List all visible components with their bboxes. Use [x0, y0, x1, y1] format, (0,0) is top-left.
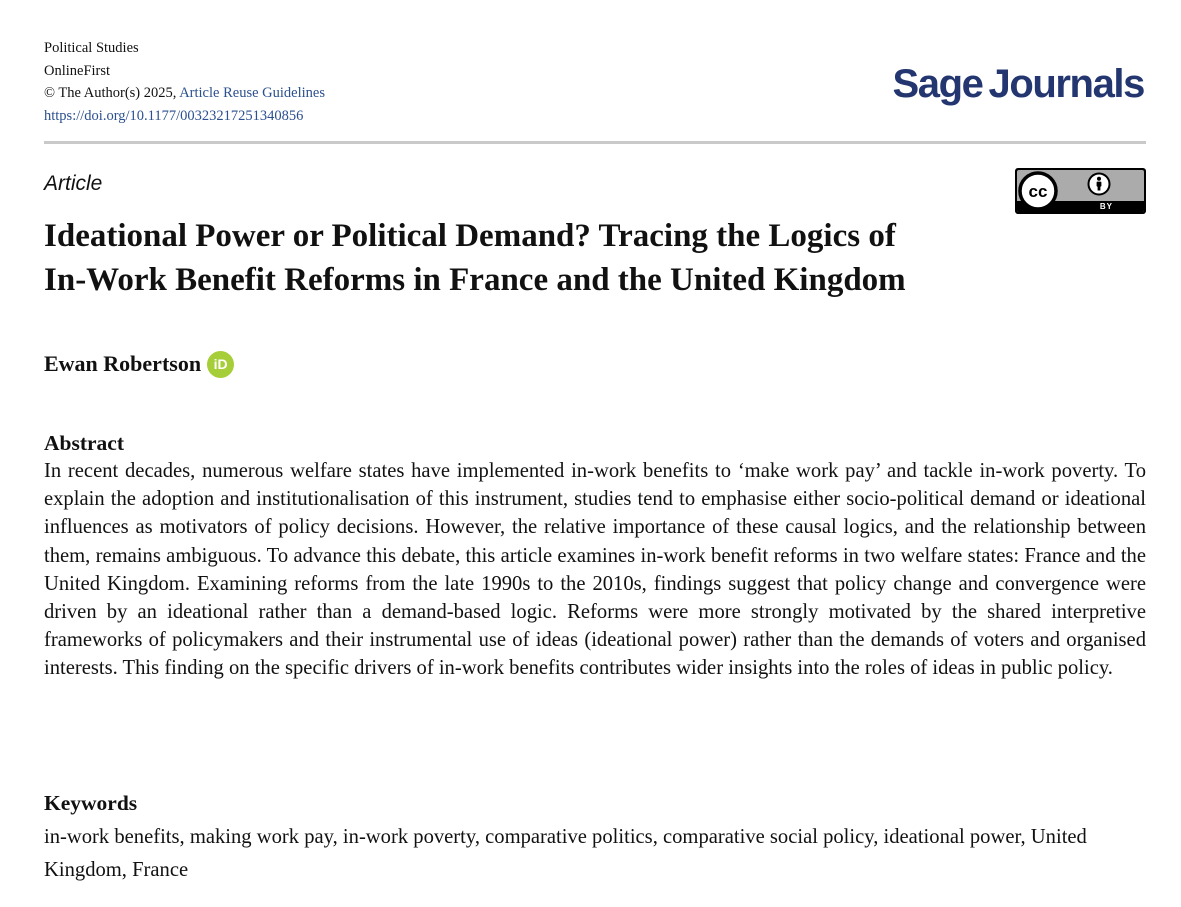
header-divider [44, 141, 1146, 144]
keywords-text: in-work benefits, making work pay, in-work poverty, comparative politics, comparative social policy, ideational power, United Kingdom, France [44, 826, 1087, 881]
copyright-text: © The Author(s) 2025, [44, 85, 180, 101]
cc-icon-text: cc [1028, 182, 1048, 201]
doi-link[interactable]: https://doi.org/10.1177/00323217251340856 [44, 107, 304, 124]
brand-journals: Journals [988, 62, 1144, 106]
by-label: BY [1099, 202, 1113, 211]
article-type-label: Article [44, 172, 103, 195]
copyright-line [44, 82, 325, 105]
article-title-line-2: In-Work Benefit Reforms in France and the United Kingdom [44, 262, 906, 298]
article-title [44, 214, 1044, 302]
sage-journals-logo[interactable] [892, 60, 1144, 108]
abstract-text: In recent decades, numerous welfare states have implemented in-work benefits to ‘make work pay’ and tackle in-work poverty. To explain the adoption and institutionalisation of this instrument, studies tend to emphasise either socio-political demand or ideational influences as motivators of policy decisions. However, the relative importance of these causal logics, and the relationship between them, remains ambiguous. To advance this debate, this article examines in-work benefit reforms in two welfare states: France and the United Kingdom. Examining reforms from the late 1990s to the 2010s, findings suggest that policy change and convergence were driven by an ideational rather than a demand-based logic. Reforms were more strongly motivated by the shared interpretive frameworks of policymakers and their instrumental use of ideas (ideational power) rather than the demands of voters and organised interests. This finding on the specific drivers of in-work benefits contributes wider insights into the roles of ideas in public policy. [44, 460, 1146, 680]
author-name[interactable]: Ewan Robertson [44, 351, 202, 376]
orcid-icon[interactable]: iD [207, 351, 234, 378]
keywords-section [44, 789, 1146, 887]
cc-by-license-badge[interactable] [1015, 168, 1146, 214]
author-block [44, 350, 234, 378]
reuse-guidelines-link[interactable]: Article Reuse Guidelines [179, 85, 325, 101]
abstract-section [44, 429, 1146, 683]
journal-name: Political Studies [44, 40, 139, 56]
article-page [44, 0, 1146, 907]
cc-badge-body [1017, 170, 1144, 212]
attribution-person-icon [1087, 172, 1111, 196]
article-title-line-1: Ideational Power or Political Demand? Tracing the Logics of [44, 218, 896, 254]
journal-meta [44, 37, 325, 127]
journal-edition: OnlineFirst [44, 62, 111, 79]
doi-line [44, 105, 325, 128]
abstract-heading: Abstract [44, 431, 125, 455]
brand-sage: Sage [892, 62, 983, 106]
keywords-heading: Keywords [44, 791, 138, 815]
cc-icon [1018, 171, 1058, 211]
